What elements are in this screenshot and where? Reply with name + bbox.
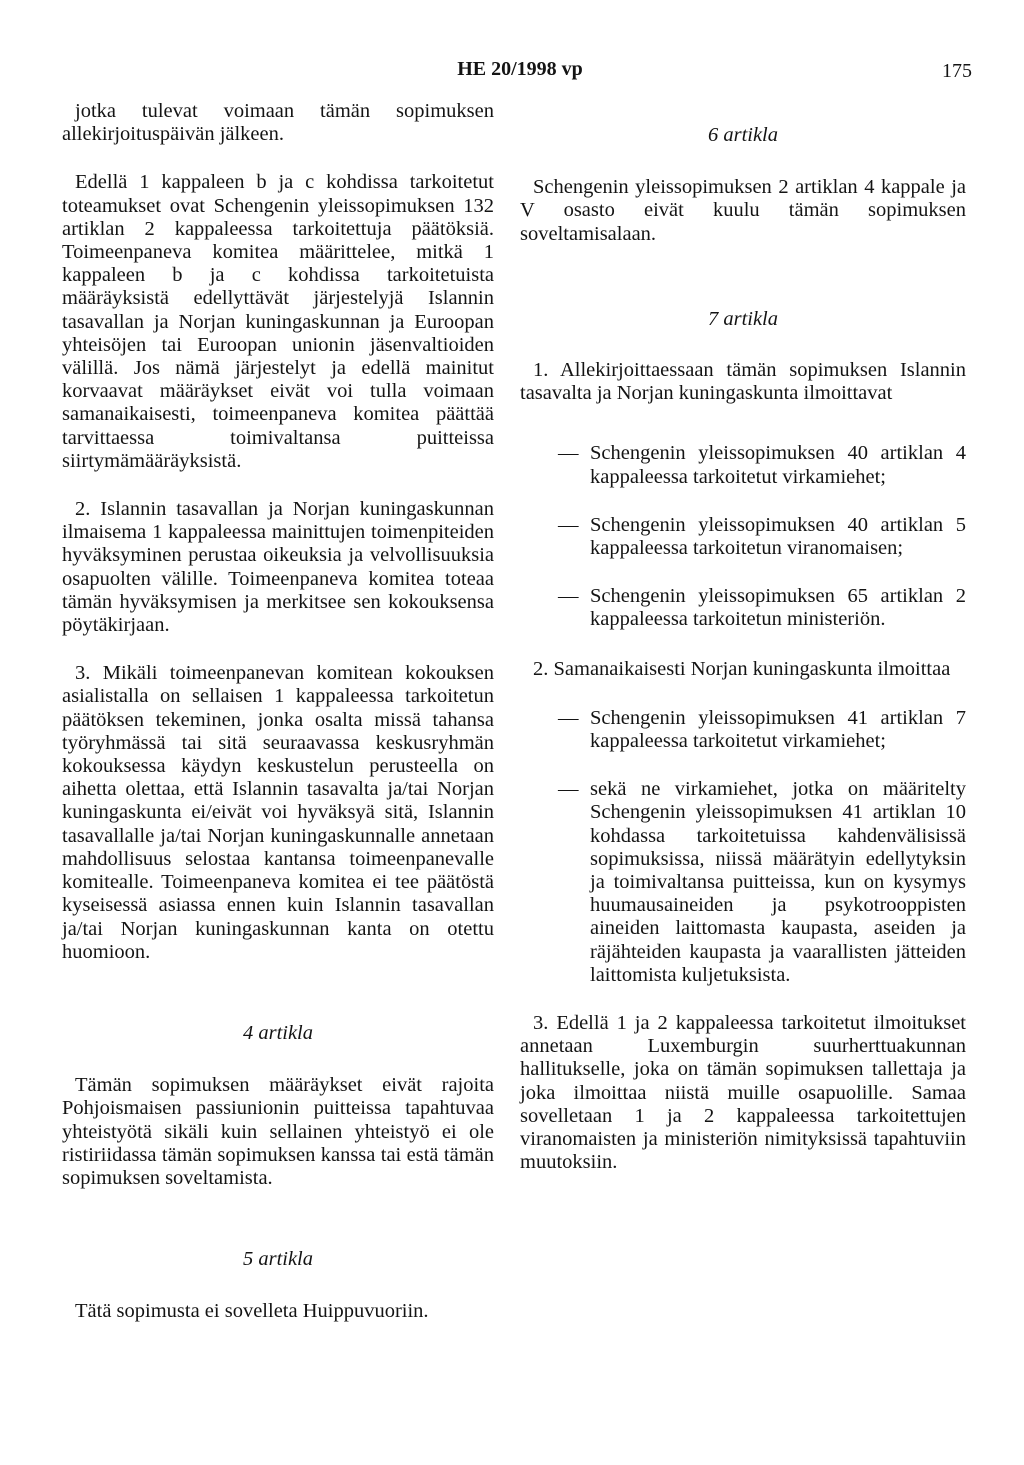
list-item-text: Schengenin yleissopimuksen 65 artiklan 2 kappaleessa tarkoitetun ministeriön. <box>590 585 966 631</box>
article-4-text: Tämän sopimuksen määräykset eivät rajoita Pohjoismaisen passiunionin puitteissa tapahtuvaa yhteistyötä sikäli kuin sellainen yhteistyö ei ole ristiriidassa tämän sopimuksen kanssa tai estä tämän sopimuksen soveltamista. <box>62 1074 494 1189</box>
paragraph-continuation: jotka tulevat voimaan tämän sopimuksen allekirjoituspäivän jälkeen. <box>62 100 494 146</box>
paragraph-transitional-provisions: Edellä 1 kappaleen b ja c kohdissa tarkoitetut toteamukset ovat Schengenin yleissopimuksen 132 artiklan 2 kappaleessa tarkoitettuja päätöksiä. Toimeenpaneva komitea määrittelee, mitkä 1 kappaleen b ja c kohdissa tarkoitetuista määräyksistä edellyttävät järjestelyjä Islannin tasavallan ja Norjan kuningaskunnan ja Euroopan yhteisöjen tai Euroopan unionin jäsenvaltioiden välillä. Jos nämä järjestelyt ja edellä mainitut korvaavat määräykset eivät voi tulla voimaan samanaikaisesti, toimeenpaneva komitea päättää tarvittaessa toimivaltansa puitteissa siirtymämääräyksistä. <box>62 171 494 472</box>
article-5-heading: 5 artikla <box>242 1248 314 1271</box>
page-header <box>0 58 1024 88</box>
list-item <box>520 778 966 987</box>
dash-marker: — <box>558 585 579 608</box>
list-item-text: Schengenin yleissopimuksen 41 artiklan 7 kappaleessa tarkoitetut virkamiehet; <box>590 706 966 753</box>
article-6-heading: 6 artikla <box>707 124 779 146</box>
article-4-heading: 4 artikla <box>242 1021 314 1044</box>
dash-marker: — <box>558 442 579 465</box>
dash-marker: — <box>558 706 579 729</box>
list-item-text: Schengenin yleissopimuksen 40 artiklan 4 kappaleessa tarkoitetut virkamiehet; <box>590 442 966 488</box>
list-item <box>520 514 966 560</box>
list-item-text: sekä ne virkamiehet, jotka on määritelty Schengenin yleissopimuksen 41 artiklan 10 kohdassa tarkoitetuissa kahdenvälisissä sopimuksissa, niissä määrätyin edellytyksin ja toimivaltansa puitteissa, kun on kysymys huumausaineiden ja psykotrooppisten aineiden laittomasta kaupasta, aseiden ja räjähteiden kaupasta ja vaarallisten jätteiden laittomista kuljetuksista. <box>590 778 966 986</box>
list-item <box>520 442 966 488</box>
paragraph-2: 2. Islannin tasavallan ja Norjan kuningaskunnan ilmaisema 1 kappaleessa mainittujen toimenpiteiden hyväksyminen perustaa oikeuksia ja velvollisuuksia osapuolten välille. Toimeenpaneva komitea toteaa tämän hyväksymisen ja merkitsee sen kokouksensa pöytäkirjaan. <box>62 498 494 637</box>
right-column <box>520 100 966 1175</box>
list-item <box>520 707 966 753</box>
dash-marker: — <box>558 513 579 536</box>
list-item <box>520 585 966 631</box>
article-7-paragraph-3: 3. Edellä 1 ja 2 kappaleessa tarkoitetut ilmoitukset annetaan Luxemburgin suurherttuakunnan hallitukselle, joka on tämän sopimuksen tallettaja ja joka ilmoittaa niistä muille osapuolille. Samaa sovelletaan 1 ja 2 kappaleessa tarkoitettujen viranomaisten ja ministeriön nimityksissä tapahtuviin muutoksiin. <box>520 1012 966 1174</box>
document-id: HE 20/1998 vp <box>457 58 583 80</box>
article-6-text: Schengenin yleissopimuksen 2 artiklan 4 kappale ja V osasto eivät kuulu tämän sopimuksen soveltamisalaan. <box>520 176 966 245</box>
paragraph-3: 3. Mikäli toimeenpanevan komitean kokouksen asialistalla on sellaisen 1 kappaleessa tarkoitetun päätöksen tekeminen, jonka osalta missä tahansa työryhmässä tai sitä seuraavassa keskusryhmän kokouksessa käydyn keskustelun perusteella on aihetta olettaa, että Islannin tasavalta ja/tai Norjan kuningaskunta ei/eivät voi hyväksyä sitä, Islannin tasavallalle ja/tai Norjan kuningaskunnalle annetaan mahdollisuus selostaa kantansa toimeenpanevalle komitealle. Toimeenpaneva komitea ei tee päätöstä kyseisessä asiassa ennen kuin Islannin tasavallan ja/tai Norjan kuningaskunnan kanta on otettu huomioon. <box>62 662 494 963</box>
page-number: 175 <box>942 60 972 82</box>
article-7-paragraph-1: 1. Allekirjoittaessaan tämän sopimuksen Islannin tasavalta ja Norjan kuningaskunta ilmoittavat <box>520 359 966 405</box>
article-7-paragraph-2: 2. Samanaikaisesti Norjan kuningaskunta ilmoittaa <box>533 657 951 680</box>
left-column <box>62 100 494 1324</box>
article-5-text: Tätä sopimusta ei sovelleta Huippuvuoriin. <box>75 1300 429 1323</box>
article-7-heading: 7 artikla <box>707 307 779 330</box>
dash-marker: — <box>558 778 579 801</box>
list-item-text: Schengenin yleissopimuksen 40 artiklan 5 kappaleessa tarkoitetun viranomaisen; <box>590 513 966 560</box>
